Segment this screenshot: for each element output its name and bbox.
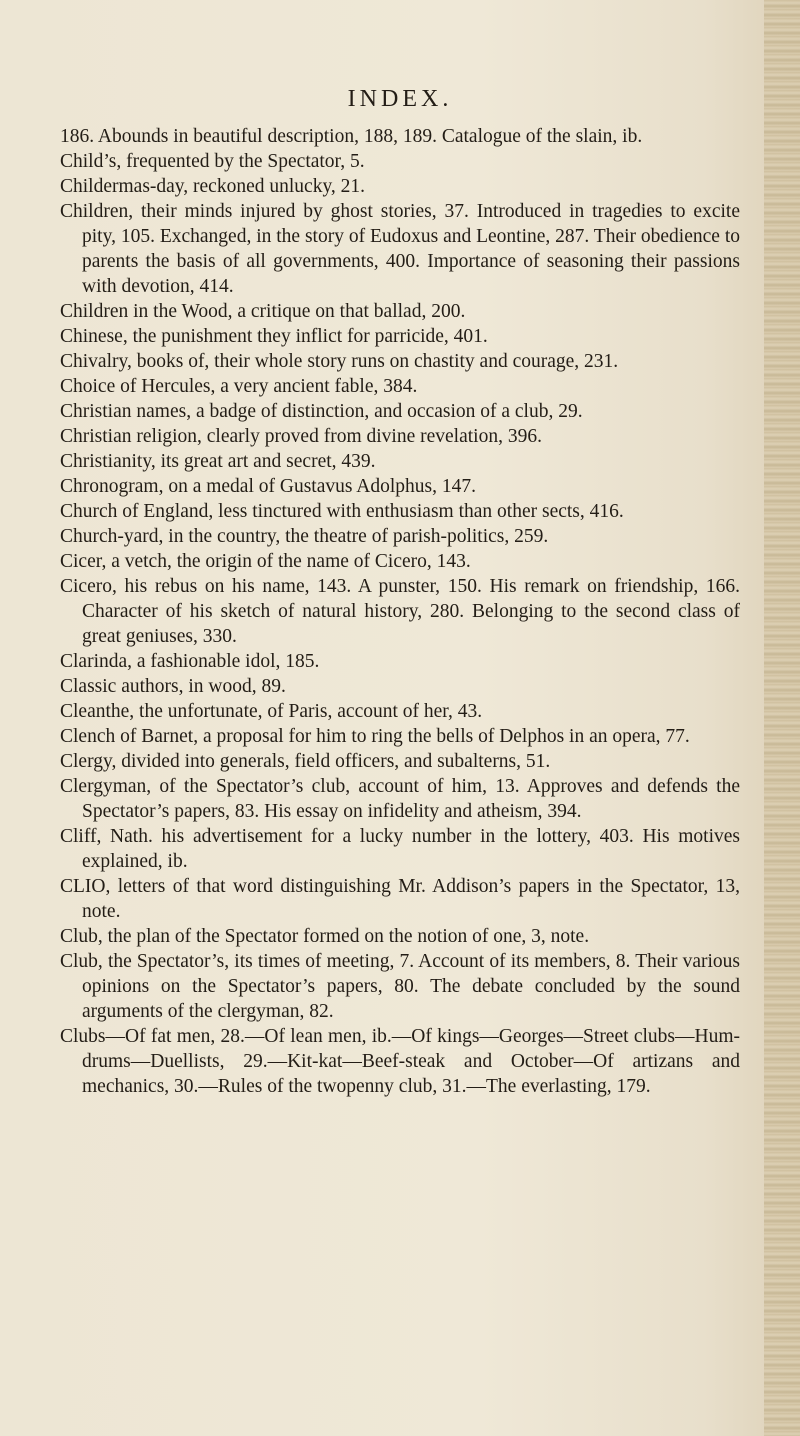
index-entry: CLIO, letters of that word distinguishing Mr. Addison’s papers in the Spectator, 13, note.: [60, 876, 740, 922]
index-entry: Chinese, the punishment they inflict for parricide, 401.: [60, 326, 488, 347]
index-entry: Clarinda, a fashionable idol, 185.: [60, 651, 320, 672]
index-entry: Clench of Barnet, a proposal for him to ring the bells of Delphos in an opera, 77.: [60, 726, 690, 747]
index-entry: Chivalry, books of, their whole story runs on chastity and courage, 231.: [60, 351, 619, 372]
page-header: INDEX.: [347, 86, 453, 112]
index-entry: Church of England, less tinctured with enthusiasm than other sects, 416.: [60, 501, 624, 522]
index-entry: Cicero, his rebus on his name, 143. A punster, 150. His remark on friendship, 166. Character of his sketch of natural history, 280. Belonging to the second class of great geniuses, 330.: [60, 576, 740, 647]
index-entry: Clubs—Of fat men, 28.—Of lean men, ib.—Of kings—Georges—Street clubs—Hum-drums—Duellists, 29.—Kit-kat—Beef-steak and October—Of artizans and mechanics, 30.—Rules of the twopenny club, 31.—The everlasting, 179.: [60, 1026, 740, 1097]
index-entry: Choice of Hercules, a very ancient fable, 384.: [60, 376, 418, 397]
index-entry: Club, the plan of the Spectator formed on the notion of one, 3, note.: [60, 926, 590, 947]
page-edge: [764, 0, 800, 1436]
index-entry: Cliff, Nath. his advertisement for a lucky number in the lottery, 403. His motives explained, ib.: [60, 826, 740, 872]
index-entry: Chronogram, on a medal of Gustavus Adolphus, 147.: [60, 476, 476, 497]
index-entry: Club, the Spectator’s, its times of meeting, 7. Account of its members, 8. Their various opinions on the Spectator’s papers, 80. The debate concluded by the sound arguments of the clergyman, 82.: [60, 951, 740, 1022]
index-entries: [60, 124, 740, 1099]
index-entry: Cicer, a vetch, the origin of the name of Cicero, 143.: [60, 551, 471, 572]
index-entry: Children, their minds injured by ghost stories, 37. Introduced in tragedies to excite pity, 105. Exchanged, in the story of Eudoxus and Leontine, 287. Their obedience to parents the basis of all governments, 400. Importance of seasoning their passions with devotion, 414.: [60, 201, 740, 297]
index-entry: Children in the Wood, a critique on that ballad, 200.: [60, 301, 466, 322]
index-entry: Classic authors, in wood, 89.: [60, 676, 286, 697]
index-entry: Cleanthe, the unfortunate, of Paris, account of her, 43.: [60, 701, 483, 722]
index-entry: Childermas-day, reckoned unlucky, 21.: [60, 176, 366, 197]
index-entry: Christian names, a badge of distinction, and occasion of a club, 29.: [60, 401, 583, 422]
index-entry: Child’s, frequented by the Spectator, 5.: [60, 151, 365, 172]
index-entry: Church-yard, in the country, the theatre of parish-politics, 259.: [60, 526, 549, 547]
index-entry: 186. Abounds in beautiful description, 188, 189. Catalogue of the slain, ib.: [60, 126, 643, 147]
index-entry: Christianity, its great art and secret, 439.: [60, 451, 376, 472]
index-entry: Christian religion, clearly proved from divine revelation, 396.: [60, 426, 542, 447]
index-entry: Clergy, divided into generals, field officers, and subalterns, 51.: [60, 751, 551, 772]
index-entry: Clergyman, of the Spectator’s club, account of him, 13. Approves and defends the Spectator’s papers, 83. His essay on infidelity and atheism, 394.: [60, 776, 740, 822]
